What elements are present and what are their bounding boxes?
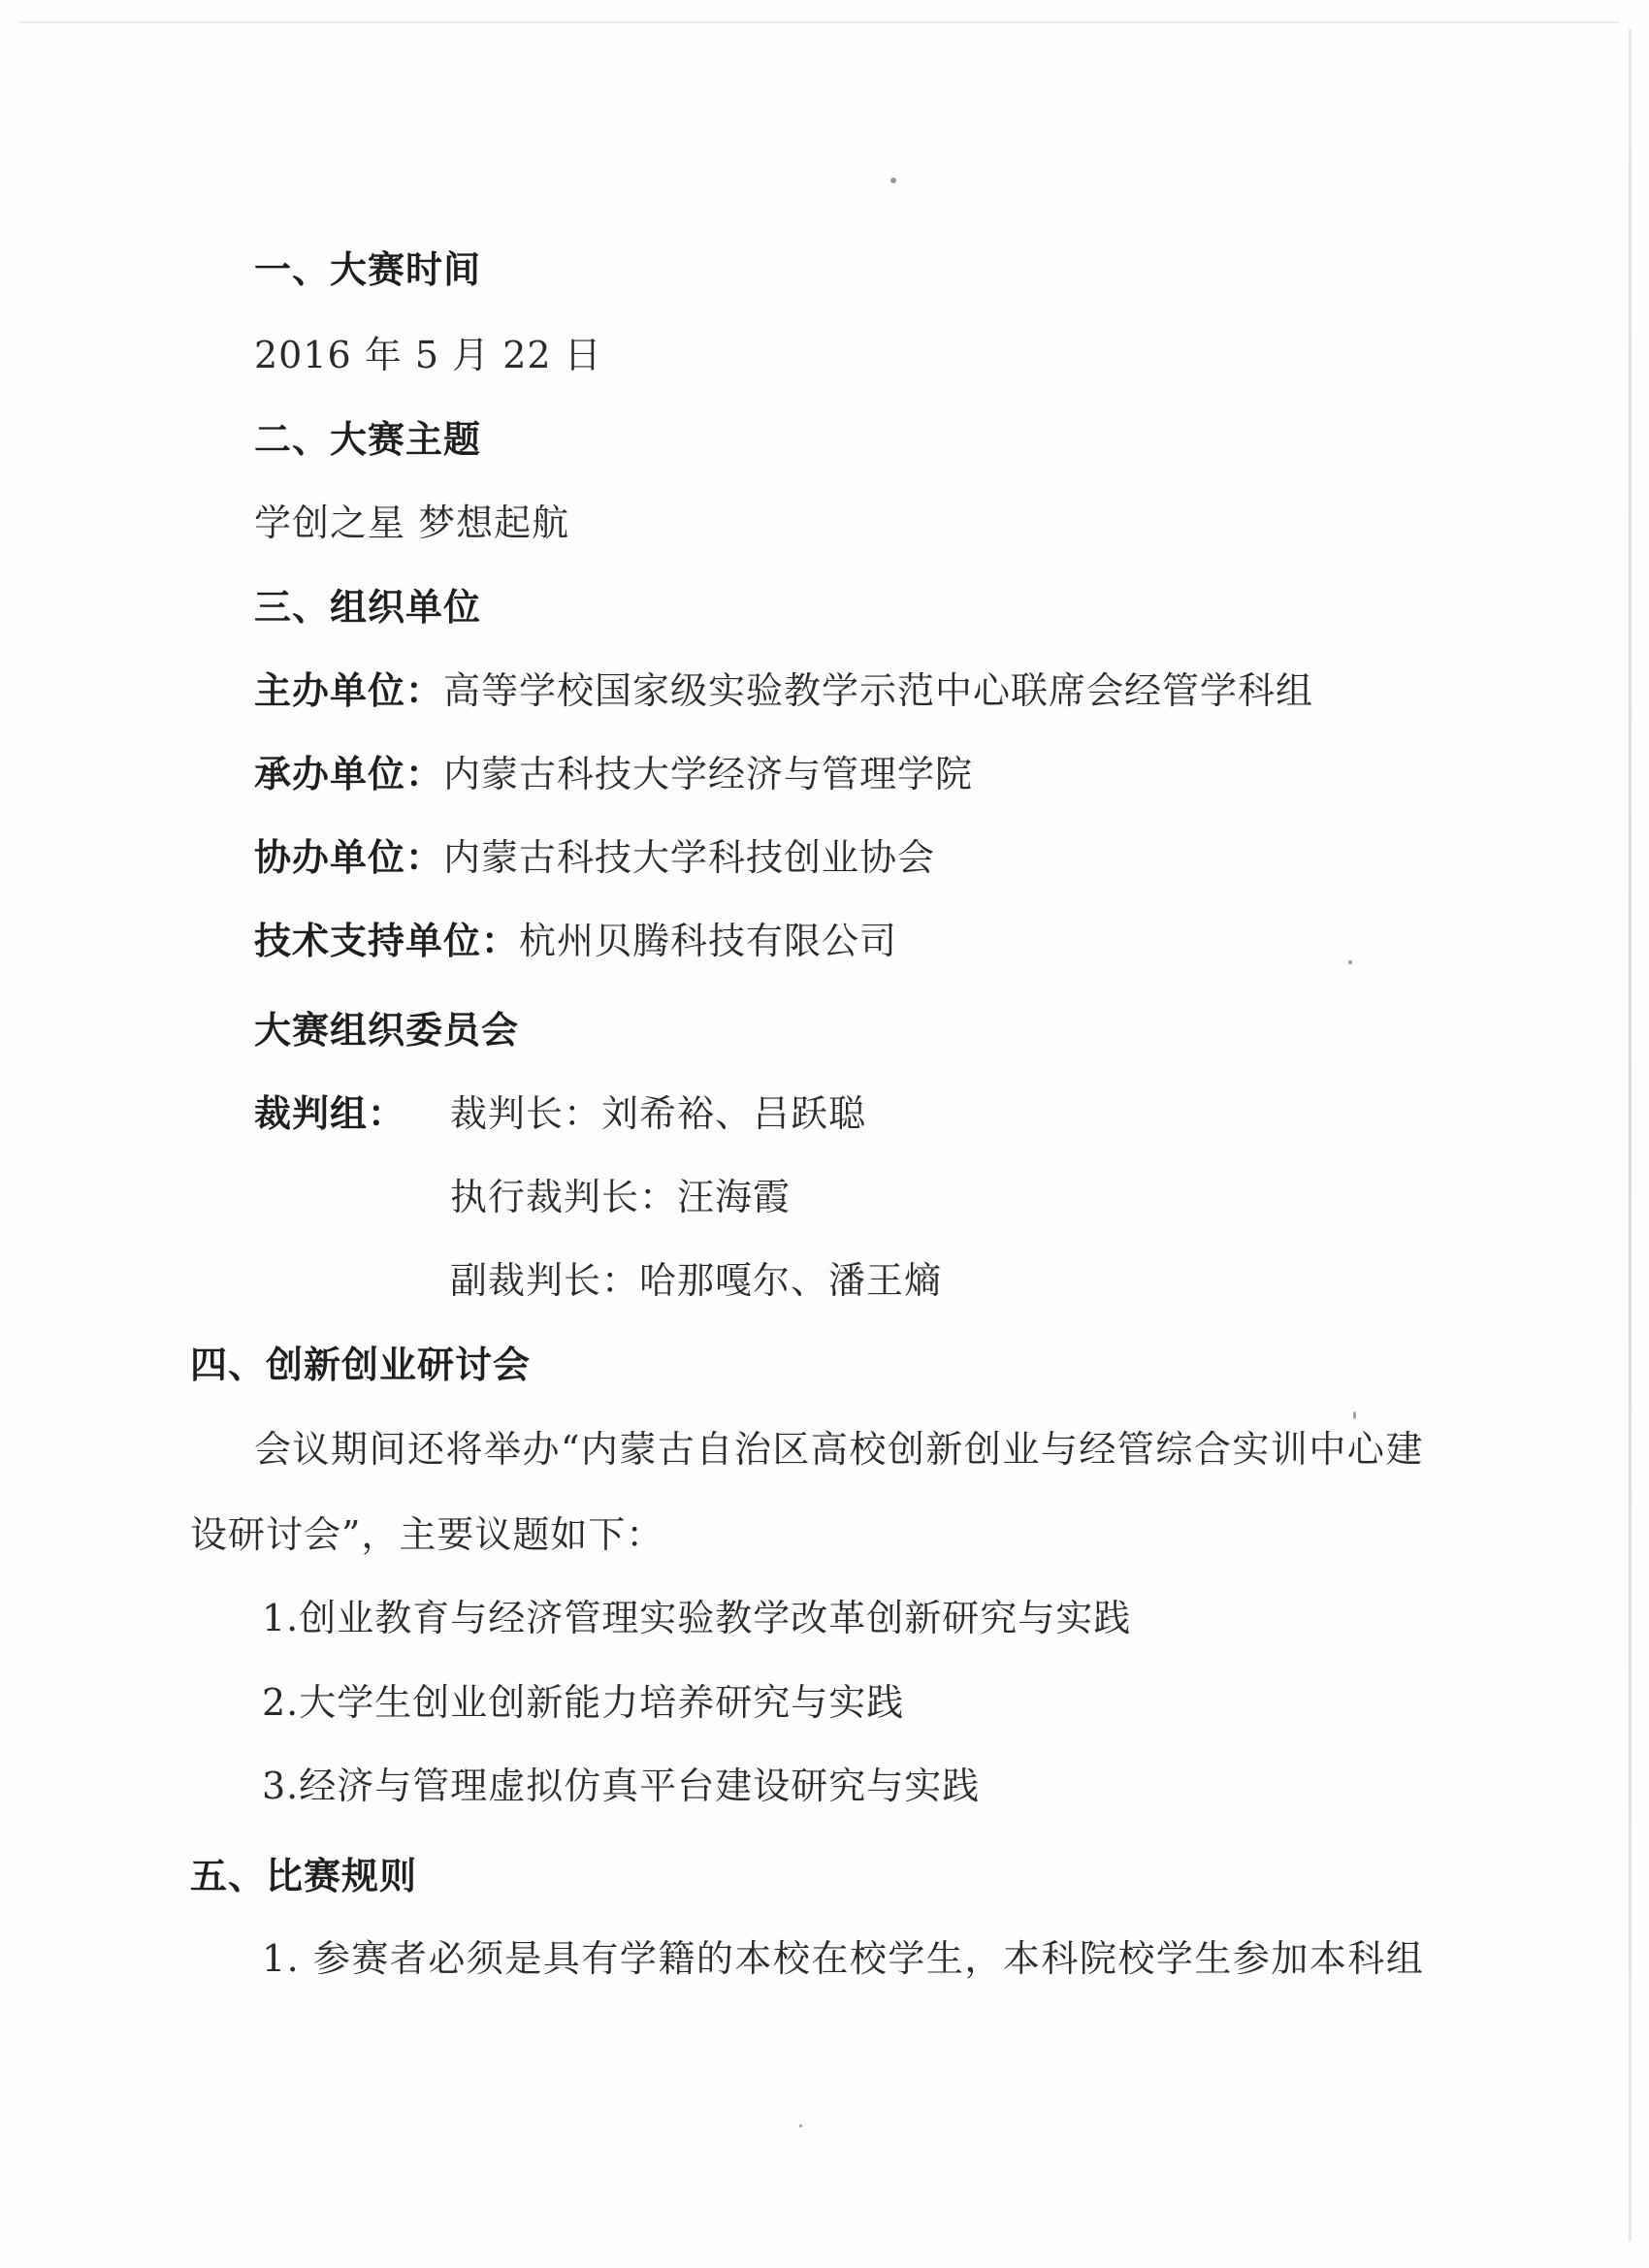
seminar-topic: 3.经济与管理虚拟仿真平台建设研究与实践: [262, 1765, 981, 1807]
section-heading-rules: 五、比赛规则: [190, 1855, 418, 1897]
co-organizer-value: 内蒙古科技大学科技创业协会: [443, 836, 936, 879]
organizer-label: 承办单位：: [254, 753, 444, 795]
host-value: 高等学校国家级实验教学示范中心联席会经管学科组: [443, 669, 1314, 712]
scan-edge-right: [1629, 29, 1632, 2241]
seminar-intro-line-2: 设研讨会”，主要议题如下：: [190, 1513, 664, 1556]
section-heading-seminar: 四、创新创业研讨会: [190, 1344, 532, 1386]
section-heading-time: 一、大赛时间: [254, 248, 482, 291]
jury-label: 裁判组：: [254, 1092, 406, 1135]
seminar-topic: 2.大学生创业创新能力培养研究与实践: [262, 1681, 905, 1724]
co-organizer-row: [254, 832, 935, 883]
jury-member: 执行裁判长：汪海霞: [450, 1176, 792, 1218]
organizer-value: 内蒙古科技大学经济与管理学院: [443, 753, 974, 795]
rule-item: 1. 参赛者必须是具有学籍的本校在校学生，本科院校学生参加本科组: [262, 1937, 1425, 1980]
scan-speck: [1348, 960, 1352, 964]
host-label: 主办单位：: [254, 669, 444, 712]
co-organizer-label: 协办单位：: [254, 836, 444, 879]
event-date: 2016 年 5 月 22 日: [254, 334, 602, 376]
committee-title: 大赛组织委员会: [254, 1009, 520, 1052]
scan-speck: [1353, 1411, 1356, 1419]
seminar-topic: 1.创业教育与经济管理实验教学改革创新研究与实践: [262, 1597, 1132, 1639]
organizer-row: [254, 749, 973, 799]
section-heading-theme: 二、大赛主题: [254, 418, 482, 461]
scan-speck: [890, 178, 896, 183]
tech-support-value: 杭州贝腾科技有限公司: [519, 920, 898, 962]
scan-speck: [799, 2124, 802, 2127]
event-theme: 学创之星 梦想起航: [254, 502, 570, 544]
scan-edge-top: [19, 21, 1620, 23]
host-row: [254, 665, 1313, 716]
jury-member: 裁判长：刘希裕、吕跃聪: [450, 1092, 867, 1135]
seminar-intro-line-1: 会议期间还将举办“内蒙古自治区高校创新创业与经管综合实训中心建: [254, 1428, 1424, 1471]
tech-support-label: 技术支持单位：: [254, 920, 520, 962]
jury-member: 副裁判长：哈那嘎尔、潘王熵: [450, 1259, 943, 1302]
tech-support-row: [254, 916, 897, 966]
section-heading-organizers: 三、组织单位: [254, 586, 482, 629]
